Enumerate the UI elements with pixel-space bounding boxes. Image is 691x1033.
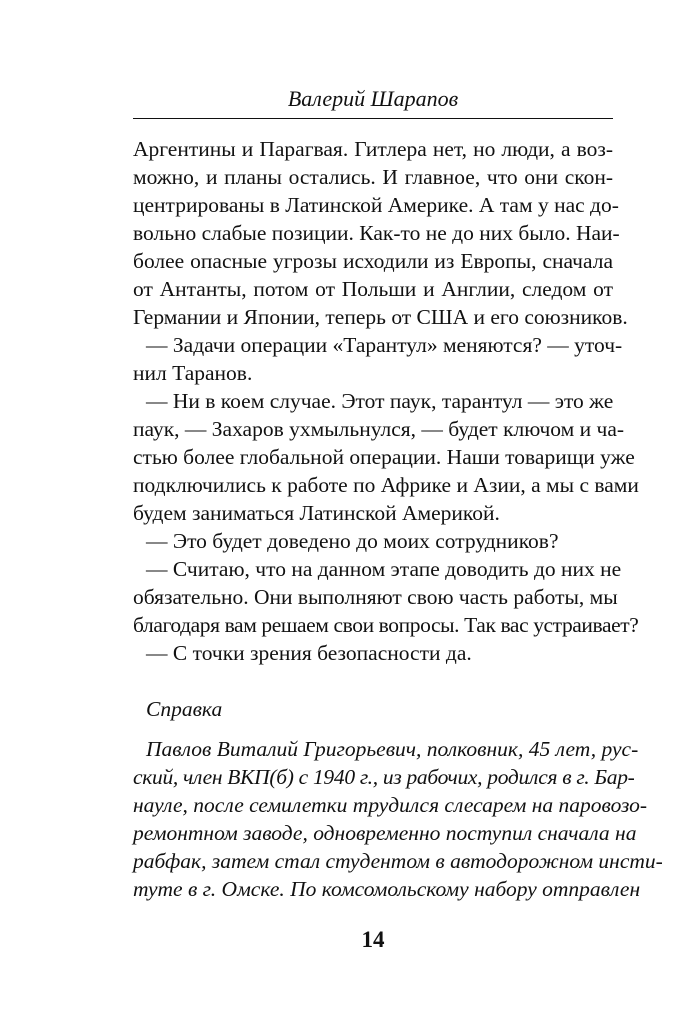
body-line: от Антанты, потом от Польши и Англии, следом от xyxy=(133,277,613,301)
body-line: центрированы в Латинской Америке. А там у нас до- xyxy=(133,193,619,217)
body-line: — Задачи операции «Тарантул» меняются? — уточ- xyxy=(146,333,623,357)
body-line: — С точки зрения безопасности да. xyxy=(146,641,472,665)
body-line: можно, и планы остались. И главное, что они скон- xyxy=(133,165,613,189)
body-line: стью более глобальной операции. Наши товарищи уже xyxy=(133,445,635,469)
reference-line: ремонтном заводе, одновременно поступил сначала на xyxy=(133,821,637,845)
body-line: нил Таранов. xyxy=(133,361,253,385)
header-rule xyxy=(133,118,613,119)
reference-line: рабфак, затем стал студентом в автодорожном инсти- xyxy=(133,849,663,873)
reference-heading: Справка xyxy=(146,697,223,721)
body-line: подключились к работе по Африке и Азии, а мы с вами xyxy=(133,473,639,497)
body-line: — Это будет доведено до моих сотрудников? xyxy=(146,529,559,553)
running-header: Валерий Шарапов xyxy=(287,86,459,111)
reference-line: ский, член ВКП(б) с 1940 г., из рабочих, родился в г. Бар- xyxy=(133,765,635,789)
reference-line: науле, после семилетки трудился слесарем на паровозо- xyxy=(133,793,648,817)
body-line: — Считаю, что на данном этапе доводить до них не xyxy=(146,557,622,581)
body-line: более опасные угрозы исходили из Европы, сначала xyxy=(133,249,613,273)
body-line: Аргентины и Парагвая. Гитлера нет, но люди, а воз- xyxy=(133,137,613,161)
reference-line: туте в г. Омске. По комсомольскому набору отправлен xyxy=(133,877,641,901)
body-line: будем заниматься Латинской Америкой. xyxy=(133,501,500,525)
body-line: благодаря вам решаем свои вопросы. Так вас устраивает? xyxy=(133,613,639,637)
reference-line: Павлов Виталий Григорьевич, полковник, 45 лет, рус- xyxy=(146,737,639,761)
page-number: 14 xyxy=(361,927,385,952)
body-line: Германии и Японии, теперь от США и его союзников. xyxy=(133,305,628,329)
body-line: обязательно. Они выполняют свою часть работы, мы xyxy=(133,585,618,609)
body-line: вольно слабые позиции. Как-то не до них было. Наи- xyxy=(133,221,620,245)
body-line: — Ни в коем случае. Этот паук, тарантул — это же xyxy=(146,389,614,413)
body-line: паук, — Захаров ухмыльнулся, — будет ключом и ча- xyxy=(133,417,625,441)
